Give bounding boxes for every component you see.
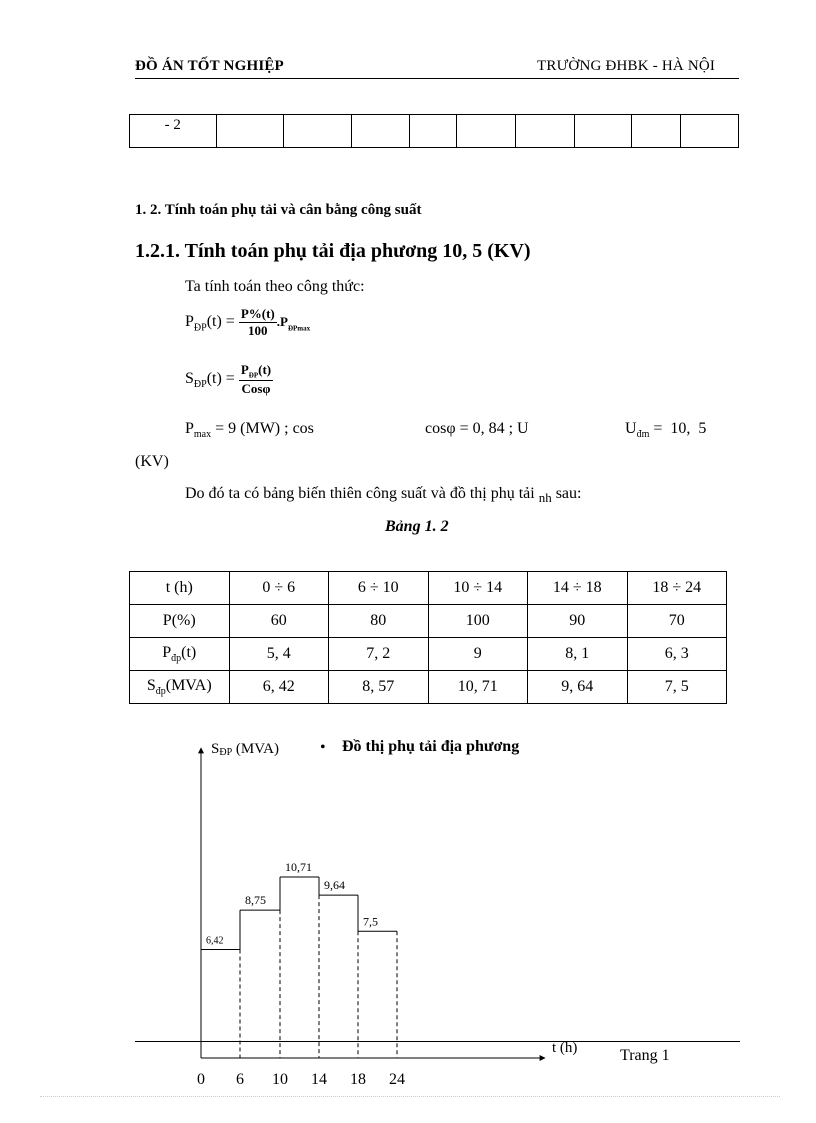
header-right: TRƯỜNG ĐHBK - HÀ NỘI xyxy=(537,58,716,74)
table-cell: 70 xyxy=(627,605,727,638)
table-cell: 6 ÷ 10 xyxy=(329,572,429,605)
table-cell: 18 ÷ 24 xyxy=(627,572,727,605)
page-number: Trang 1 xyxy=(620,1047,670,1064)
table-cell: 7, 2 xyxy=(329,638,429,671)
param-kv: (KV) xyxy=(135,453,169,470)
table-cell: 8, 1 xyxy=(528,638,628,671)
param-pmax: $P_{max} = 9$ (MW) ; cos xyxy=(185,420,314,441)
table-cell: 7, 5 xyxy=(627,671,727,704)
table-cell: 14 ÷ 18 xyxy=(528,572,628,605)
row-label: $P_{đp}(t)$ xyxy=(130,638,230,671)
subsection-title: 1.2.1. Tính toán phụ tải địa phương 10, 5 (KV) xyxy=(135,240,531,262)
chart-title: Đồ thị phụ tải địa phương xyxy=(342,738,520,755)
table-cell: 9, 64 xyxy=(528,671,628,704)
table-cell: 9 xyxy=(428,638,528,671)
row-label: $S_{đp}(MVA)$ xyxy=(130,671,230,704)
table-cell: 6, 3 xyxy=(627,638,727,671)
data-label: 9,64 xyxy=(324,878,345,893)
table-caption: Bảng 1. 2 xyxy=(385,518,449,535)
x-tick-label: 24 xyxy=(389,1071,405,1088)
row-label: t (h) xyxy=(130,572,230,605)
continuation-cell-first: - 2 xyxy=(130,115,217,148)
header-left: ĐỒ ÁN TỐT NGHIỆP xyxy=(135,58,284,74)
table-cell: 6, 42 xyxy=(229,671,329,704)
formula-pdp: $P_{ĐP}(t)$ = $\frac{P\%(t)}{100}$ $.P_{ĐPmax}$ xyxy=(185,306,311,338)
section-title: 1. 2. Tính toán phụ tải và cân bằng công suất xyxy=(135,202,422,218)
table-cell: 80 xyxy=(329,605,429,638)
table-cell: 60 xyxy=(229,605,329,638)
table-intro: Do đó ta có bảng biến thiên công suất và đồ thị phụ tải $_{nh}$ sau: xyxy=(185,485,582,506)
y-axis-label: SĐP (MVA) xyxy=(211,741,279,758)
param-udm: $U_{đm} = 10$, 5 xyxy=(625,420,707,441)
bullet-icon: • xyxy=(320,739,326,756)
fraction: $\frac{P\%(t)}{100}$ xyxy=(240,306,275,338)
param-cos: cosφ = 0, 84 ; U xyxy=(425,420,529,437)
data-label: 8,75 xyxy=(245,893,266,908)
table-cell: 8, 57 xyxy=(329,671,429,704)
table-cell: 100 xyxy=(428,605,528,638)
table-cell: 0 ÷ 6 xyxy=(229,572,329,605)
table-cell: 10 ÷ 14 xyxy=(428,572,528,605)
fraction: $\frac{P_{ĐP}(t)}{\text{Cosφ}}$ xyxy=(240,362,272,396)
table-cell: 90 xyxy=(528,605,628,638)
x-axis-label: t (h) xyxy=(552,1040,578,1056)
x-tick-label: 6 xyxy=(236,1071,244,1088)
row-label: P(%) xyxy=(130,605,230,638)
x-tick-label: 10 xyxy=(272,1071,288,1088)
data-label: 10,71 xyxy=(285,860,312,875)
data-label: 6,42 xyxy=(206,935,224,947)
intro-text: Ta tính toán theo công thức: xyxy=(185,278,365,295)
x-tick-label: 14 xyxy=(311,1071,327,1088)
formula-sdp: $S_{ĐP}(t)$ = $\frac{P_{ĐP}(t)}{\text{Cosφ}}$ xyxy=(185,362,272,396)
footer-rule xyxy=(135,1041,740,1042)
table-cell: 10, 71 xyxy=(428,671,528,704)
x-tick-label: 0 xyxy=(197,1071,205,1088)
page-edge-dots xyxy=(40,1096,780,1097)
x-tick-label: 18 xyxy=(350,1071,366,1088)
table-cell: 5, 4 xyxy=(229,638,329,671)
data-label: 7,5 xyxy=(363,914,378,929)
